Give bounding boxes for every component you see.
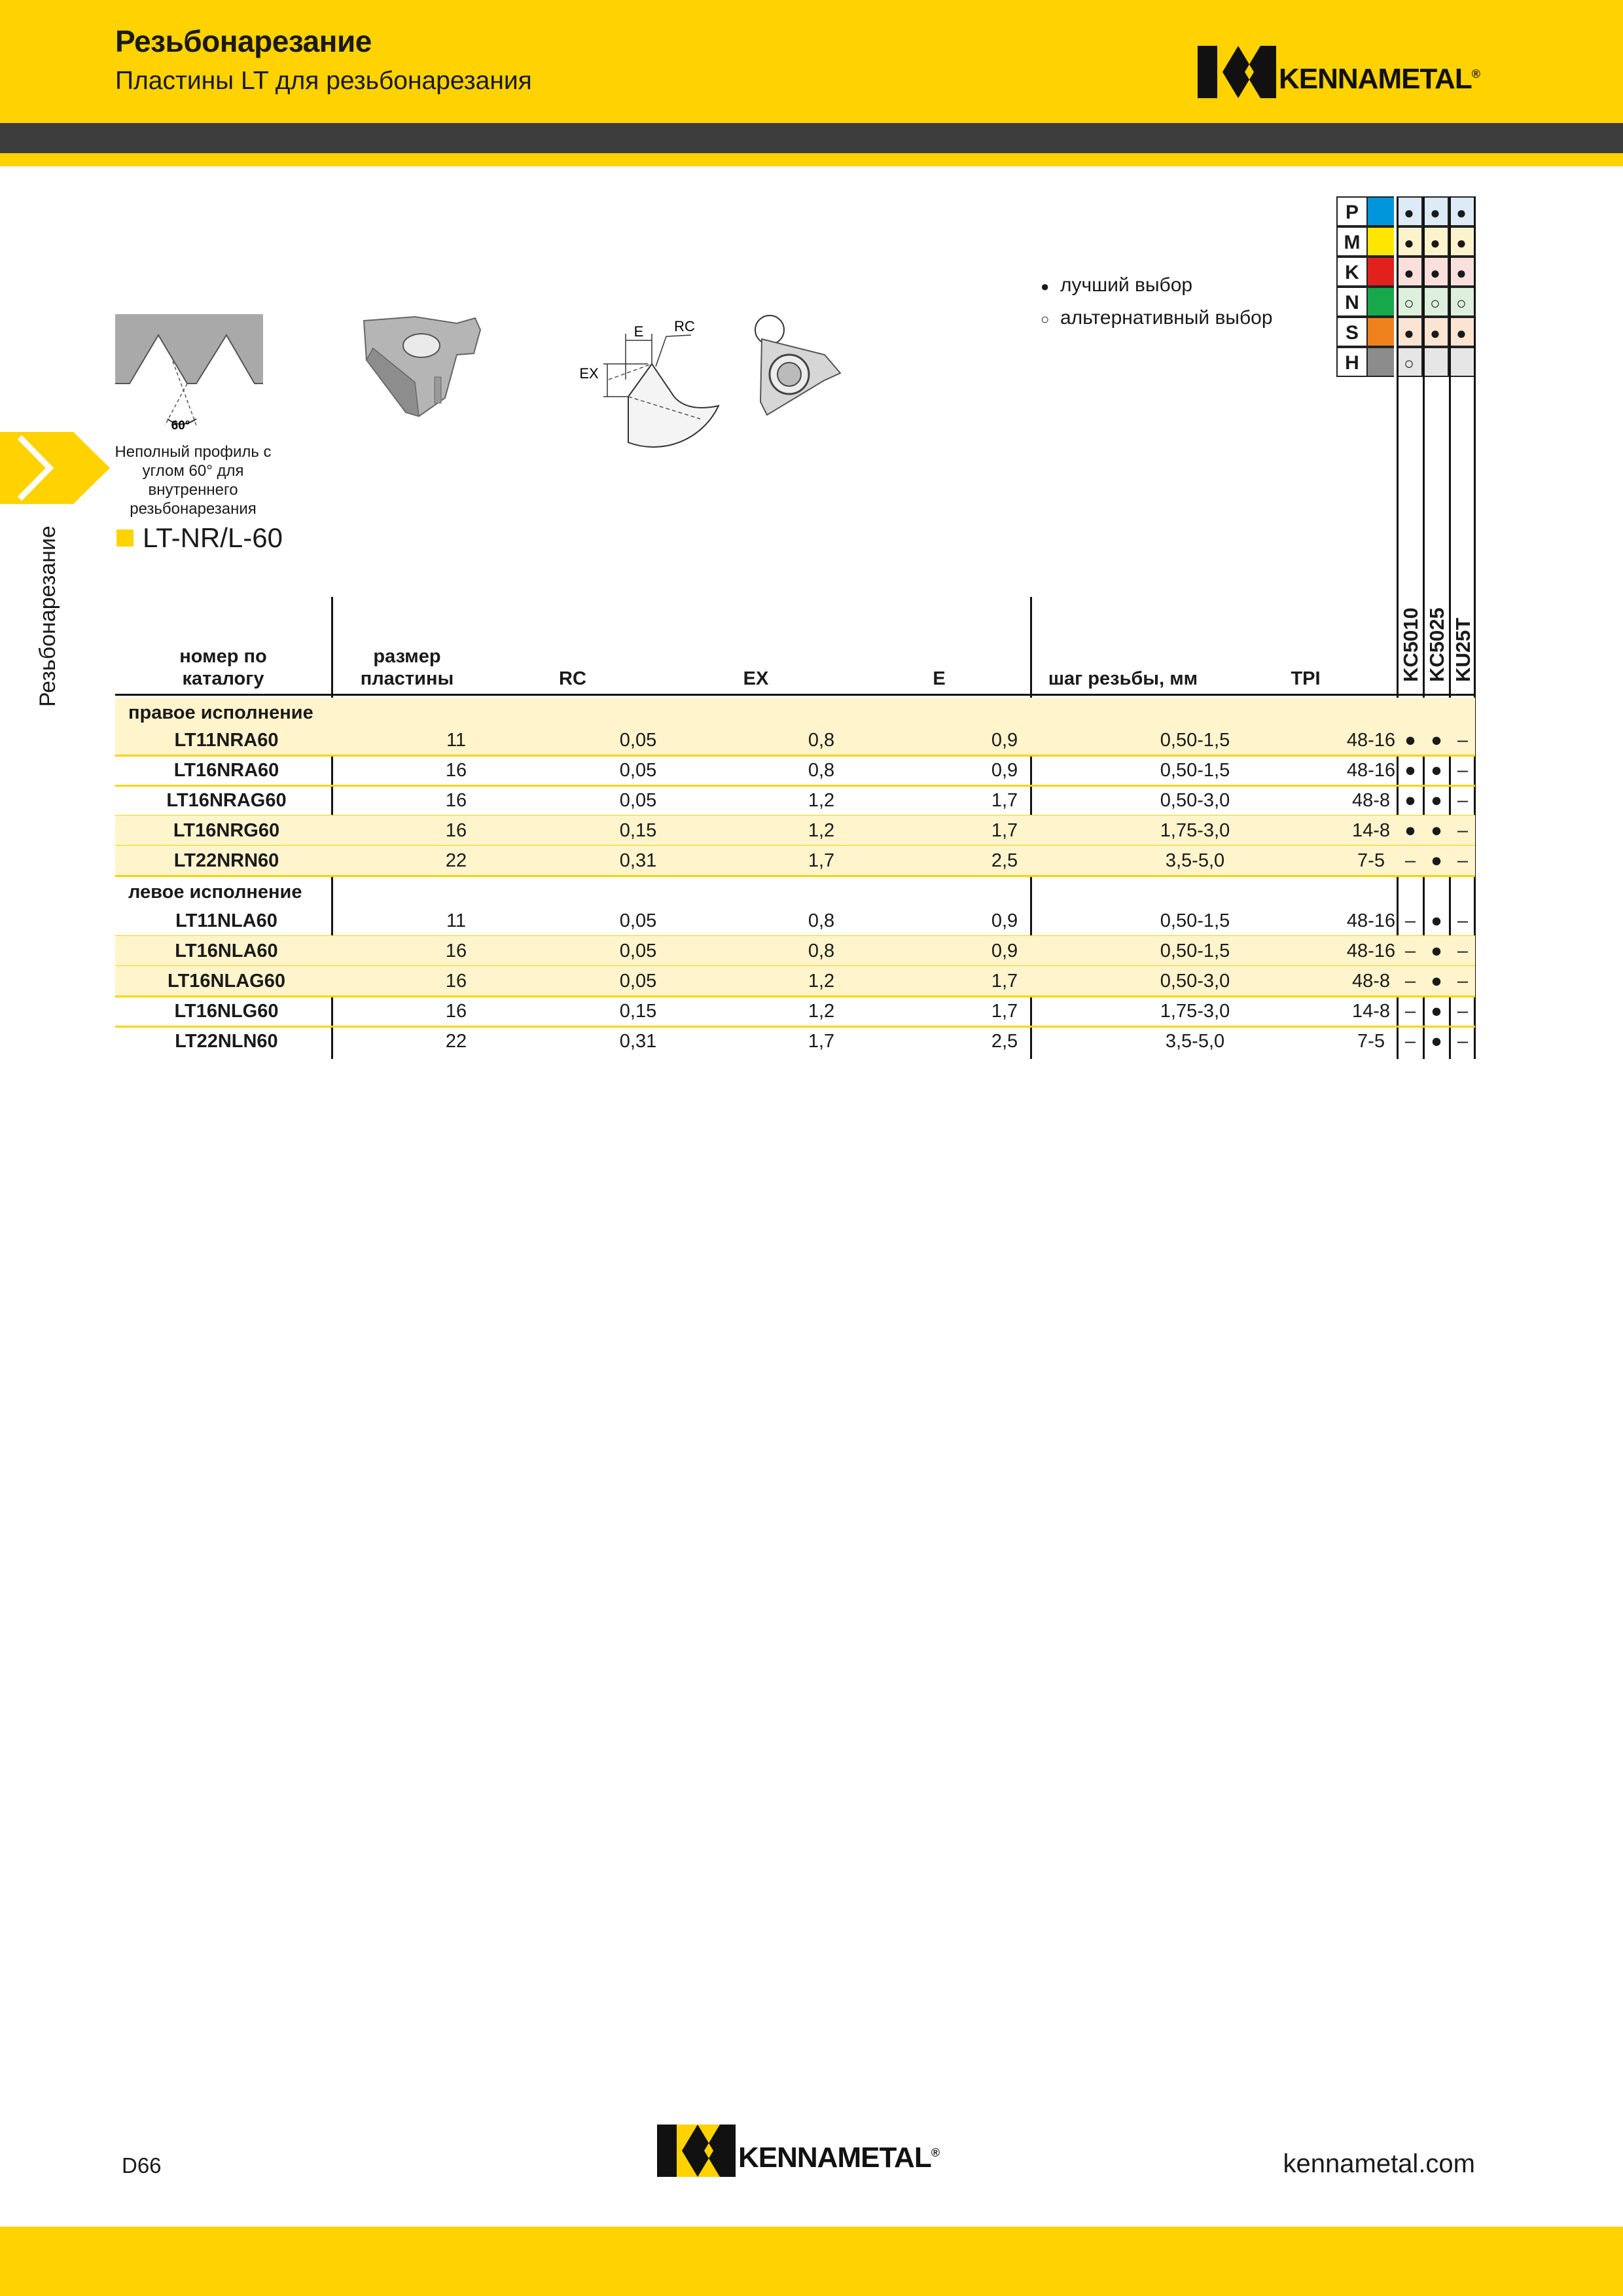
cell-pitch: 0,50-1,5	[1160, 730, 1230, 751]
series-marker-icon	[116, 529, 134, 547]
header-ex: EX	[743, 668, 769, 689]
cell-ex: 1,2	[808, 971, 835, 992]
legend-best: ● лучший выбор	[1041, 270, 1273, 302]
alt-circle-icon: ○	[1041, 311, 1050, 327]
material-grade-cell: ●	[1397, 226, 1423, 257]
cell-ex: 0,8	[808, 941, 835, 961]
cell-grade-mark: –	[1457, 850, 1469, 871]
cell-pitch: 1,75-3,0	[1160, 820, 1230, 841]
material-row	[1336, 347, 1475, 377]
cell-rc: 0,05	[619, 971, 657, 992]
cell-catalog: LT16NRAG60	[166, 790, 287, 811]
cell-grade-mark: –	[1457, 941, 1469, 961]
cell-ex: 1,2	[808, 790, 835, 811]
cell-rc: 0,31	[619, 850, 657, 871]
grade-kc5010: KC5010	[1399, 607, 1422, 682]
page-subtitle: Пластины LT для резьбонарезания	[115, 67, 532, 95]
table-row	[115, 785, 1475, 816]
cell-catalog: LT16NRA60	[173, 760, 279, 781]
series-label: LT-NR/L-60	[143, 522, 283, 553]
logo-registered-mark: ®	[1471, 67, 1480, 81]
cell-grade-mark: ●	[1431, 820, 1442, 841]
row-separator	[115, 875, 1475, 877]
material-grade-cell: ●	[1449, 196, 1475, 226]
material-letter: M	[1336, 226, 1368, 257]
cell-tpi: 48-16	[1346, 941, 1396, 961]
cell-grade-mark: ●	[1431, 941, 1442, 961]
table-row	[115, 755, 1475, 785]
cell-tpi: 14-8	[1351, 820, 1391, 841]
cell-ex: 0,8	[808, 760, 835, 781]
insert-top-view-icon	[749, 313, 847, 424]
thread-profile-diagram	[115, 314, 266, 445]
header-size: размер пластины	[360, 646, 454, 689]
cell-grade-mark: –	[1457, 1031, 1469, 1052]
material-grade-cell: ●	[1397, 196, 1423, 226]
footer-logo	[657, 2125, 940, 2177]
cell-ex: 0,8	[808, 730, 835, 751]
footer-band	[0, 2227, 1623, 2296]
material-grade-cell: ●	[1423, 196, 1449, 226]
cell-grade-mark: –	[1457, 820, 1469, 841]
cell-grade-mark: –	[1404, 1001, 1416, 1022]
material-grade-cell: ○	[1397, 287, 1423, 317]
profile-caption: Неполный профиль с углом 60° для внутреннего резьбонарезания	[115, 443, 272, 518]
cell-ex: 1,2	[808, 820, 835, 841]
cell-catalog: LT22NRN60	[173, 850, 279, 871]
header-rc: RC	[559, 668, 586, 689]
material-color-swatch	[1368, 226, 1394, 257]
material-letter: N	[1336, 287, 1368, 317]
cell-pitch: 0,50-3,0	[1160, 971, 1230, 992]
cell-rc: 0,05	[619, 730, 657, 751]
cell-grade-mark: –	[1404, 1031, 1416, 1052]
cell-size: 22	[445, 850, 467, 871]
cell-catalog: LT22NLN60	[175, 1031, 278, 1052]
table-row	[115, 996, 1475, 1026]
cell-grade-mark: ●	[1404, 730, 1416, 751]
cell-grade-mark: –	[1457, 910, 1469, 931]
profile-angle-label: 60°	[171, 419, 190, 433]
material-row	[1336, 196, 1475, 226]
cell-rc: 0,05	[619, 790, 657, 811]
legend-alternative: ○ альтернативный выбор	[1041, 302, 1273, 335]
cell-ex: 1,7	[808, 1031, 835, 1052]
material-letter: P	[1336, 196, 1368, 226]
cell-rc: 0,15	[619, 1001, 657, 1022]
header-catalog: номер по каталогу	[179, 646, 267, 689]
material-grade-cell	[1449, 347, 1475, 377]
material-color-swatch	[1368, 347, 1394, 377]
cell-grade-mark: ●	[1404, 760, 1416, 781]
cell-ex: 1,7	[808, 850, 835, 871]
side-chevron-icon	[0, 432, 111, 504]
website-link[interactable]: kennametal.com	[1283, 2149, 1475, 2178]
table-row	[115, 1026, 1475, 1056]
best-dot-icon: ●	[1041, 278, 1050, 295]
cell-grade-mark: –	[1457, 730, 1469, 751]
cell-grade-mark: –	[1457, 760, 1469, 781]
cell-catalog: LT16NLA60	[175, 941, 278, 961]
material-grade-cell: ●	[1423, 317, 1449, 347]
cell-pitch: 0,50-1,5	[1160, 910, 1230, 931]
cell-pitch: 0,50-1,5	[1160, 941, 1230, 961]
legend	[1041, 270, 1273, 335]
kennametal-k-icon	[1198, 46, 1276, 98]
cell-catalog: LT16NRG60	[173, 820, 280, 841]
rc-dimension-label: RC	[674, 318, 695, 334]
cell-size: 16	[445, 760, 467, 781]
insert-3d-icon	[359, 314, 483, 419]
cell-size: 22	[445, 1031, 467, 1052]
cell-grade-mark: –	[1404, 850, 1416, 871]
cell-tpi: 48-8	[1351, 971, 1391, 992]
cell-grade-mark: –	[1404, 910, 1416, 931]
cell-size: 11	[446, 910, 467, 931]
material-grade-cell: ●	[1449, 226, 1475, 257]
cell-grade-mark: ●	[1431, 760, 1442, 781]
cell-e: 1,7	[991, 971, 1018, 992]
cell-grade-mark: ●	[1431, 971, 1442, 992]
material-color-swatch	[1368, 196, 1394, 226]
page-number: D66	[122, 2153, 162, 2178]
material-grade-cell: ○	[1423, 287, 1449, 317]
cell-grade-mark: –	[1457, 1001, 1469, 1022]
cell-e: 0,9	[991, 730, 1018, 751]
material-grade-cell: ●	[1449, 257, 1475, 287]
cell-grade-mark: ●	[1431, 790, 1442, 811]
kennametal-k-icon	[657, 2125, 736, 2177]
e-dimension-label: E	[633, 323, 644, 340]
cell-pitch: 0,50-3,0	[1160, 790, 1230, 811]
material-row	[1336, 287, 1475, 317]
side-tab-label: Резьбонарезание	[35, 526, 60, 707]
material-letter: S	[1336, 317, 1368, 347]
cell-grade-mark: ●	[1431, 850, 1442, 871]
material-row	[1336, 257, 1475, 287]
material-color-swatch	[1368, 317, 1394, 347]
material-grade-cell	[1423, 347, 1449, 377]
cell-e: 0,9	[991, 910, 1018, 931]
header-dark-stripe	[0, 123, 1623, 153]
logo-text: KENNAMETAL	[1279, 63, 1472, 95]
cell-grade-mark: ●	[1431, 910, 1442, 931]
series-heading	[116, 522, 283, 554]
cell-tpi: 7-5	[1357, 1031, 1385, 1052]
section-band	[115, 698, 1475, 728]
table-row	[115, 966, 1475, 996]
cell-grade-mark: ●	[1431, 730, 1442, 751]
material-grade-cell: ●	[1423, 257, 1449, 287]
material-color-swatch	[1368, 257, 1394, 287]
header-yellow-stripe	[0, 153, 1623, 166]
cell-e: 1,7	[991, 820, 1018, 841]
cell-tpi: 48-16	[1346, 910, 1396, 931]
cell-grade-mark: ●	[1431, 1001, 1442, 1022]
material-grade-cell: ●	[1449, 317, 1475, 347]
footer-logo-registered-mark: ®	[931, 2145, 940, 2159]
cell-size: 11	[446, 730, 467, 751]
material-grade-cell: ○	[1397, 347, 1423, 377]
footer-logo-text: KENNAMETAL	[738, 2142, 931, 2174]
header-e: E	[933, 668, 946, 689]
cell-grade-mark: ●	[1431, 1031, 1442, 1052]
cell-catalog: LT11NRA60	[174, 730, 279, 751]
table-row	[115, 936, 1475, 966]
cell-e: 0,9	[991, 941, 1018, 961]
section-label: левое исполнение	[128, 882, 302, 903]
cell-pitch: 0,50-1,5	[1160, 760, 1230, 781]
cell-rc: 0,05	[619, 760, 657, 781]
material-grade-cell: ●	[1423, 226, 1449, 257]
cell-grade-mark: –	[1457, 971, 1469, 992]
header-pitch: шаг резьбы, мм	[1048, 668, 1198, 689]
header-tpi: TPI	[1291, 668, 1321, 689]
cell-rc: 0,15	[619, 820, 657, 841]
grade-kc5025: KC5025	[1425, 607, 1448, 682]
cell-size: 16	[445, 790, 467, 811]
table-row	[115, 725, 1475, 755]
table-row	[115, 906, 1475, 936]
cell-catalog: LT11NLA60	[175, 910, 277, 931]
page-title: Резьбонарезание	[115, 24, 372, 58]
cell-e: 0,9	[991, 760, 1018, 781]
cell-size: 16	[445, 820, 467, 841]
material-color-swatch	[1368, 287, 1394, 317]
grade-ku25t: KU25T	[1452, 617, 1474, 682]
cell-grade-mark: ●	[1404, 820, 1416, 841]
cell-grade-mark: –	[1404, 941, 1416, 961]
cell-e: 2,5	[991, 1031, 1018, 1052]
cell-rc: 0,05	[619, 941, 657, 961]
cell-tpi: 14-8	[1351, 1001, 1391, 1022]
material-letter: H	[1336, 347, 1368, 377]
material-grade-cell: ●	[1397, 257, 1423, 287]
cell-grade-mark: –	[1404, 971, 1416, 992]
cell-e: 1,7	[991, 790, 1018, 811]
cell-pitch: 3,5-5,0	[1165, 1031, 1225, 1052]
cell-rc: 0,31	[619, 1031, 657, 1052]
cell-rc: 0,05	[619, 910, 657, 931]
cell-catalog: LT16NLG60	[174, 1001, 279, 1022]
insert-geometry-diagram	[569, 314, 726, 452]
cell-e: 2,5	[991, 850, 1018, 871]
cell-size: 16	[445, 971, 467, 992]
cell-grade-mark: ●	[1404, 790, 1416, 811]
section-label: правое исполнение	[128, 702, 313, 723]
cell-tpi: 7-5	[1357, 850, 1385, 871]
cell-pitch: 1,75-3,0	[1160, 1001, 1230, 1022]
material-grade-cell: ○	[1449, 287, 1475, 317]
material-row	[1336, 317, 1475, 347]
cell-size: 16	[445, 941, 467, 961]
cell-ex: 1,2	[808, 1001, 835, 1022]
cell-tpi: 48-8	[1351, 790, 1391, 811]
material-grade-cell: ●	[1397, 317, 1423, 347]
header-logo	[1198, 46, 1480, 98]
cell-tpi: 48-16	[1346, 730, 1396, 751]
table-row	[115, 816, 1475, 846]
header-bottom-rule	[115, 694, 1475, 696]
cell-grade-mark: –	[1457, 790, 1469, 811]
material-letter: K	[1336, 257, 1368, 287]
cell-size: 16	[445, 1001, 467, 1022]
cell-e: 1,7	[991, 1001, 1018, 1022]
ex-dimension-label: EX	[579, 365, 599, 382]
material-row	[1336, 226, 1475, 257]
cell-tpi: 48-16	[1346, 760, 1396, 781]
table-row	[115, 846, 1475, 876]
cell-pitch: 3,5-5,0	[1165, 850, 1225, 871]
cell-ex: 0,8	[808, 910, 835, 931]
cell-catalog: LT16NLAG60	[168, 971, 285, 992]
